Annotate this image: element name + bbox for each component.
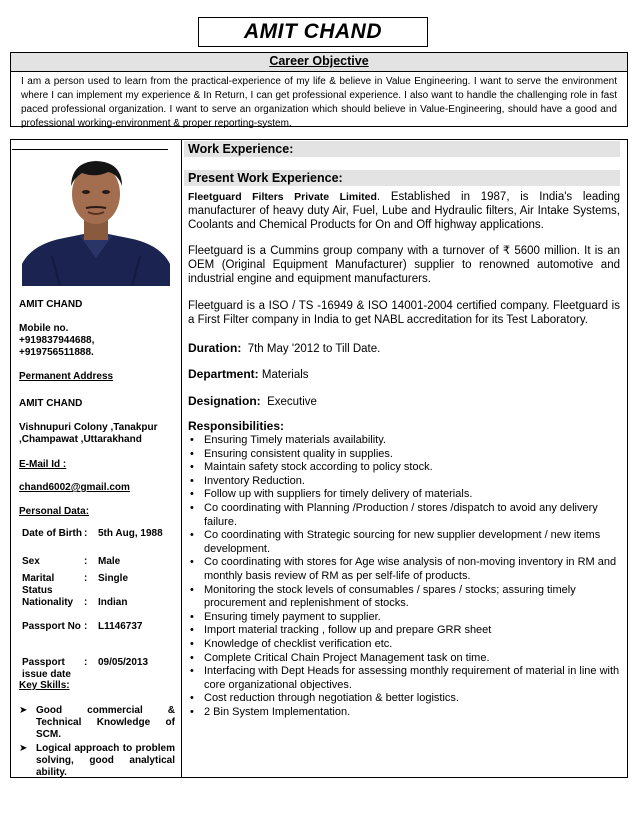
personal-label: Passport issue date (22, 657, 71, 680)
duration-value: 7th May '2012 to Till Date. (247, 343, 381, 355)
responsibility-item: • Complete Critical Chain Project Management task on time. (190, 652, 620, 666)
resume-name-title: AMIT CHAND (198, 17, 428, 47)
responsibility-item: • Co coordinating with stores for Age wise analysis of non-moving inventory in RM and monthly basis review of RM as per self-life of products. (190, 556, 620, 583)
profile-photo (22, 156, 170, 286)
present-work-heading: Present Work Experience: (188, 171, 343, 185)
personal-sep: : (84, 528, 88, 539)
permanent-address-heading: Permanent Address (19, 371, 114, 382)
personal-sep: : (84, 621, 88, 632)
personal-row (22, 556, 174, 573)
personal-sep: : (84, 573, 88, 584)
personal-row (22, 657, 174, 681)
responsibility-item: • Cost reduction through negotiation & better logistics. (190, 692, 620, 706)
company-name: Fleetguard Filters Private Limited (188, 191, 377, 203)
key-skills-list (19, 705, 175, 779)
personal-label: Sex (22, 556, 40, 567)
responsibilities-heading: Responsibilities: (188, 419, 285, 433)
key-skills-heading: Key Skills: (19, 680, 70, 691)
career-objective-text: I am a person used to learn from the practical-experience of my life & believe in Value Engineering. I want to serve the environment where I can implement my experience & In Return, I can get professional experience. I also want to handle the challenging role in fast paced professional organization. I want to serve an organization which should believe in Value-Engineering, should have a good and professional working-environment & proper reporting-system. (21, 76, 617, 129)
mobile-number-2: +919756511888. (19, 347, 94, 358)
personal-sep: : (84, 556, 88, 567)
duration-label: Duration: (188, 341, 242, 355)
personal-label: Passport No (22, 621, 81, 632)
career-objective-box (10, 71, 628, 127)
personal-value: 5th Aug, 1988 (98, 528, 163, 539)
designation-value: Executive (267, 396, 317, 408)
personal-value: Male (98, 556, 121, 567)
company-description: . Established in 1987, is India's leading manufacturer of heavy duty Air, Fuel, Lube and Hydraulic filters, Air Intake Systems, Coolants and Chemical Products for On and Off highway applications. (188, 191, 620, 231)
department-field (188, 367, 309, 382)
responsibility-item: • Interfacing with Dept Heads for assessing monthly requirement of material in line with core organizational objectives. (190, 665, 620, 692)
personal-value: Single (98, 573, 129, 584)
responsibility-item: • Monitoring the stock levels of consumables / spares / stocks; assuring timely procurement and replenishment of stocks. (190, 584, 620, 611)
arrow-bullet-icon: ➤ (19, 705, 28, 716)
responsibility-item: • Follow up with suppliers for timely delivery of materials. (190, 488, 620, 502)
personal-label: Date of Birth (22, 528, 82, 539)
present-work-bar (184, 170, 620, 186)
responsibility-item: • Knowledge of checklist verification etc. (190, 638, 620, 652)
personal-sep: : (84, 597, 88, 608)
photo-top-rule (12, 149, 168, 150)
personal-sep: : (84, 657, 88, 668)
responsibility-item: • Import material tracking , follow up and prepare GRR sheet (190, 624, 620, 638)
mobile-number-1: +919837944688, (19, 335, 95, 346)
mobile-label: Mobile no. (19, 323, 69, 334)
address-name: AMIT CHAND (19, 398, 83, 409)
skill-item (19, 705, 175, 741)
address-line-1: Vishnupuri Colony ,Tanakpur (19, 422, 158, 433)
personal-value: Indian (98, 597, 128, 608)
responsibility-item: • Ensuring consistent quality in supplies. (190, 448, 620, 462)
personal-row (22, 597, 174, 621)
department-value: Materials (261, 369, 309, 381)
duration-field (188, 341, 380, 356)
address-line-2: ,Champawat ,Uttarakhand (19, 434, 142, 445)
personal-row (22, 573, 174, 597)
responsibility-item: • Ensuring timely payment to supplier. (190, 611, 620, 625)
arrow-bullet-icon: ➤ (19, 743, 28, 754)
designation-label: Designation: (188, 394, 261, 408)
personal-value: 09/05/2013 (98, 657, 149, 668)
work-experience-heading: Work Experience: (188, 142, 294, 156)
email-link[interactable]: chand6002@gmail.com (19, 482, 130, 493)
company-paragraph-3: Fleetguard is a ISO / TS -16949 & ISO 14001-2004 certified company. Fleetguard is a First Filter company in India to get NABL accreditation for its Test Laboratory. (188, 300, 620, 326)
responsibility-item: • Ensuring Timely materials availability. (190, 434, 620, 448)
work-experience-bar (184, 141, 620, 157)
left-name: AMIT CHAND (19, 299, 83, 310)
responsibility-item: • Co coordinating with Planning /Production / stores /dispatch to avoid any delivery failure. (190, 502, 620, 529)
skill-text: Logical approach to problem solving, good analytical ability. (36, 743, 175, 778)
department-label: Department: (188, 367, 259, 381)
personal-data-heading: Personal Data: (19, 506, 90, 517)
personal-data-table (22, 528, 174, 681)
email-heading: E-Mail Id : (19, 459, 67, 470)
responsibilities-list (190, 434, 620, 719)
personal-value: L1146737 (98, 621, 143, 632)
responsibility-item: • Maintain safety stock according to policy stock. (190, 461, 620, 475)
career-objective-heading: Career Objective (269, 54, 369, 68)
company-paragraph (188, 190, 620, 232)
skill-item (19, 743, 175, 779)
responsibility-item: • Co coordinating with Strategic sourcing for new supplier development / new items development. (190, 529, 620, 556)
skill-text: Good commercial & Technical Knowledge of SCM. (36, 705, 175, 740)
responsibility-item: • 2 Bin System Implementation. (190, 706, 620, 720)
responsibility-item: • Inventory Reduction. (190, 475, 620, 489)
designation-field (188, 394, 317, 409)
company-paragraph-2: Fleetguard is a Cummins group company with a turnover of ₹ 5600 million. It is an OEM (Original Equipment Manufacturer) supplier to renowned automotive and industrial engine and equipment manufacturers. (188, 245, 620, 285)
career-objective-bar (10, 52, 628, 72)
personal-row (22, 528, 174, 556)
personal-row (22, 621, 174, 657)
personal-label: Marital Status (22, 573, 55, 596)
personal-label: Nationality (22, 597, 74, 608)
